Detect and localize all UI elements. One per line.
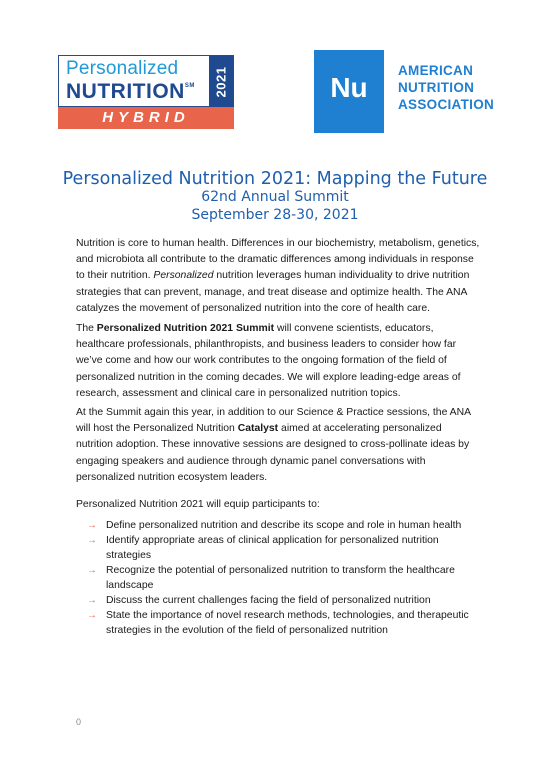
objective-text: Discuss the current challenges facing the field of personalized nutrition: [106, 595, 431, 606]
list-item: [87, 518, 477, 533]
pn-logo-nutrition: NUTRITION: [66, 80, 185, 103]
pn-logo-line2: [66, 80, 195, 104]
list-item: [87, 593, 477, 608]
intro-text-a: Nutrition is core to human health. Differences in our biochemistry, metabolism, genetics, and microbiota all contribute to the dramatic differences among individuals in response to their nutrition.: [76, 238, 480, 282]
arrow-right-icon: →: [87, 520, 97, 531]
pn-logo-box: [58, 55, 234, 107]
intro-text-b: nutrition leverages human individuality to drive nutrition strategies that can prevent, manage, and treat disease and optimize health. The ANA catalyzes the movement of personalized nutrition into the core of health care.: [76, 270, 470, 314]
intro-paragraph: [76, 236, 480, 317]
objectives-list: [87, 518, 477, 638]
objective-text: Define personalized nutrition and describe its scope and role in human health: [106, 520, 462, 531]
arrow-right-icon: →: [87, 595, 97, 606]
pn-logo-hybrid-band: HYBRID: [58, 107, 234, 129]
ana-logo-text: [398, 62, 508, 113]
summit-text-b: will convene scientists, educators, healthcare professionals, philanthropists, and business leaders to consider how far we’ve come and how our work contributes to the ongoing formation of the field of personalized nutrition in the coming decades. We will explore leading-edge areas of research, assessment and clinical care in personalized nutrition topics.: [76, 323, 461, 399]
arrow-right-icon: →: [87, 535, 97, 546]
objective-text: Identify appropriate areas of clinical application for personalized nutrition strategies: [106, 535, 439, 561]
arrow-right-icon: →: [87, 565, 97, 576]
page-number: 0: [76, 717, 82, 727]
document-dates: September 28-30, 2021: [191, 207, 359, 223]
list-item: [87, 563, 477, 593]
ana-logo-line2: NUTRITION: [398, 80, 475, 95]
pn-logo-line1: Personalized: [66, 58, 179, 79]
catalyst-text-b: aimed at accelerating personalized nutrition adoption. These innovative sessions are designed to cross-pollinate ideas by engaging speakers and audience through dynamic panel conversations with personalized nutrition ecosystem leaders.: [76, 423, 470, 483]
document-subtitle: 62nd Annual Summit: [201, 189, 349, 205]
catalyst-text-a: At the Summit again this year, in addition to our Science & Practice sessions, the ANA will host the Personalized Nutrition: [76, 407, 471, 435]
personalized-nutrition-logo: [58, 55, 234, 131]
arrow-right-icon: →: [87, 610, 97, 621]
summit-name-bold: Personalized Nutrition 2021 Summit: [96, 323, 275, 334]
objective-text: State the importance of novel research methods, technologies, and therapeutic strategies in the evolution of the field of personalized nutrition: [106, 610, 469, 636]
objectives-intro: Personalized Nutrition 2021 will equip participants to:: [76, 499, 320, 510]
pn-logo-sm: SM: [184, 83, 195, 89]
summit-text-a: The: [76, 323, 97, 334]
catalyst-paragraph: [76, 405, 480, 486]
list-item: [87, 608, 477, 638]
ana-logo-mark: [314, 50, 384, 133]
list-item: [87, 533, 477, 563]
ana-logo-nu: Nu: [330, 72, 368, 103]
intro-emphasis: Personalized: [153, 270, 214, 282]
ana-logo-line3: ASSOCIATION: [398, 97, 495, 112]
pn-logo-year-block: [209, 56, 233, 108]
objective-text: Recognize the potential of personalized nutrition to transform the healthcare landscape: [106, 565, 455, 591]
ana-logo-line1: AMERICAN: [398, 63, 474, 78]
summit-paragraph: [76, 321, 480, 402]
catalyst-bold: Catalyst: [237, 423, 279, 435]
pn-logo-year: 2021: [213, 66, 229, 98]
document-title: Personalized Nutrition 2021: Mapping the Future: [62, 169, 488, 189]
